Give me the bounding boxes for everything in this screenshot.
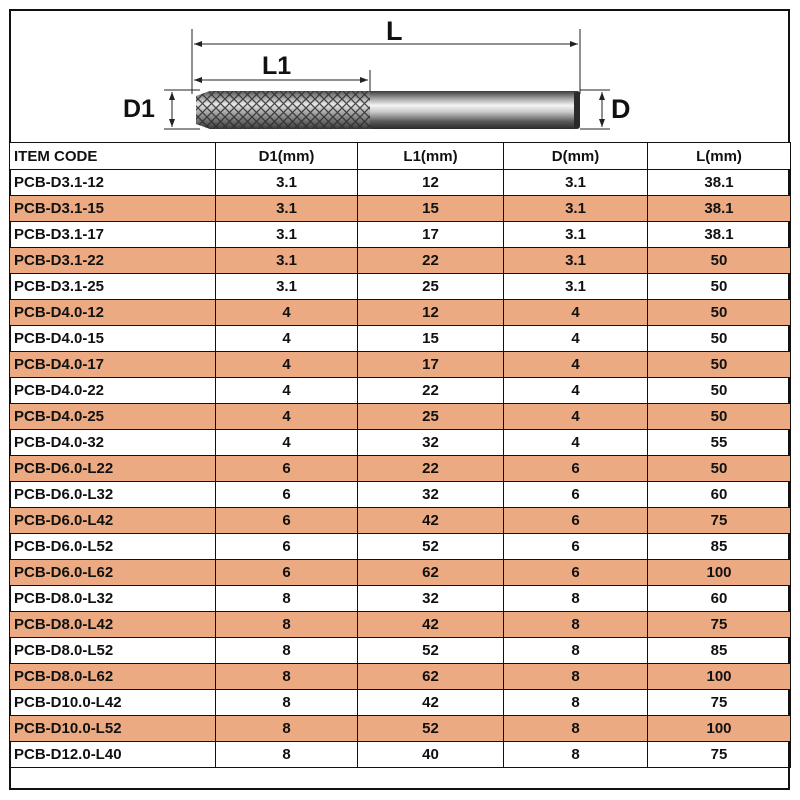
cell-item-code: PCB-D6.0-L62: [10, 560, 216, 586]
cell-item-code: PCB-D10.0-L42: [10, 690, 216, 716]
cell-d1: 3.1: [216, 196, 358, 222]
cell-d: 3.1: [504, 274, 648, 300]
cell-item-code: PCB-D6.0-L22: [10, 456, 216, 482]
cell-d1: 4: [216, 326, 358, 352]
table-row: [10, 482, 791, 508]
cell-d: 6: [504, 560, 648, 586]
cell-d: 4: [504, 404, 648, 430]
table-row: [10, 664, 791, 690]
cell-d: 6: [504, 534, 648, 560]
end-mill-body: [196, 91, 580, 129]
cell-d: 8: [504, 664, 648, 690]
table-row: [10, 248, 791, 274]
cell-l1: 25: [358, 404, 504, 430]
cell-l1: 52: [358, 638, 504, 664]
cell-d: 8: [504, 716, 648, 742]
table-row: [10, 508, 791, 534]
cell-item-code: PCB-D4.0-15: [10, 326, 216, 352]
cell-d: 3.1: [504, 222, 648, 248]
cell-item-code: PCB-D4.0-32: [10, 430, 216, 456]
cell-l: 50: [648, 456, 791, 482]
label-l: L: [386, 16, 403, 46]
cell-l1: 22: [358, 248, 504, 274]
table-row: [10, 222, 791, 248]
cell-d1: 3.1: [216, 222, 358, 248]
cell-l: 75: [648, 612, 791, 638]
cell-d: 4: [504, 326, 648, 352]
cell-d: 4: [504, 430, 648, 456]
cell-d: 6: [504, 482, 648, 508]
table-row: [10, 170, 791, 196]
cell-l: 100: [648, 664, 791, 690]
table-row: [10, 196, 791, 222]
cell-l: 38.1: [648, 170, 791, 196]
cell-l: 50: [648, 274, 791, 300]
cell-l1: 25: [358, 274, 504, 300]
cell-d1: 4: [216, 404, 358, 430]
cell-d: 4: [504, 352, 648, 378]
cell-d1: 3.1: [216, 248, 358, 274]
cell-l1: 52: [358, 534, 504, 560]
cell-l1: 17: [358, 222, 504, 248]
table-row: [10, 638, 791, 664]
table-row: [10, 690, 791, 716]
cell-d1: 6: [216, 508, 358, 534]
cell-d1: 8: [216, 638, 358, 664]
cell-item-code: PCB-D6.0-L52: [10, 534, 216, 560]
cell-d1: 8: [216, 716, 358, 742]
cell-l1: 22: [358, 456, 504, 482]
cell-l: 50: [648, 378, 791, 404]
cell-item-code: PCB-D8.0-L52: [10, 638, 216, 664]
cell-d: 6: [504, 508, 648, 534]
table-row: [10, 326, 791, 352]
cell-l1: 42: [358, 690, 504, 716]
dimension-D1: [164, 90, 200, 129]
cell-l: 55: [648, 430, 791, 456]
cell-d1: 4: [216, 378, 358, 404]
header-l1: L1(mm): [358, 143, 504, 170]
cell-item-code: PCB-D8.0-L32: [10, 586, 216, 612]
cell-item-code: PCB-D3.1-15: [10, 196, 216, 222]
cell-item-code: PCB-D4.0-25: [10, 404, 216, 430]
cell-l: 38.1: [648, 196, 791, 222]
cell-d1: 8: [216, 690, 358, 716]
label-l1: L1: [262, 52, 292, 80]
cell-l: 85: [648, 638, 791, 664]
cell-l1: 32: [358, 586, 504, 612]
cell-d1: 4: [216, 352, 358, 378]
cell-l: 60: [648, 482, 791, 508]
cell-l1: 52: [358, 716, 504, 742]
cell-l: 50: [648, 404, 791, 430]
cell-d: 8: [504, 612, 648, 638]
cell-d1: 3.1: [216, 274, 358, 300]
dimension-D: [580, 90, 610, 129]
table-row: [10, 300, 791, 326]
cell-l1: 12: [358, 170, 504, 196]
tool-dimension-diagram: [0, 0, 800, 142]
cell-item-code: PCB-D6.0-L32: [10, 482, 216, 508]
cell-l1: 15: [358, 196, 504, 222]
cell-l1: 32: [358, 482, 504, 508]
cell-l1: 32: [358, 430, 504, 456]
table-row: [10, 430, 791, 456]
cell-l: 75: [648, 690, 791, 716]
cell-l: 60: [648, 586, 791, 612]
header-d: D(mm): [504, 143, 648, 170]
cell-d1: 4: [216, 430, 358, 456]
header-item-code: ITEM CODE: [10, 143, 216, 170]
cell-d1: 6: [216, 534, 358, 560]
cell-d1: 4: [216, 300, 358, 326]
cell-item-code: PCB-D4.0-17: [10, 352, 216, 378]
cell-l1: 40: [358, 742, 504, 768]
cell-d: 8: [504, 638, 648, 664]
cell-item-code: PCB-D3.1-22: [10, 248, 216, 274]
cell-d1: 8: [216, 586, 358, 612]
cell-l: 85: [648, 534, 791, 560]
header-l: L(mm): [648, 143, 791, 170]
table-row: [10, 716, 791, 742]
cell-item-code: PCB-D8.0-L62: [10, 664, 216, 690]
cell-l: 50: [648, 248, 791, 274]
cell-l1: 15: [358, 326, 504, 352]
label-d1: D1: [123, 95, 155, 123]
cell-l1: 62: [358, 664, 504, 690]
cell-l1: 17: [358, 352, 504, 378]
cell-l1: 42: [358, 612, 504, 638]
cell-item-code: PCB-D3.1-25: [10, 274, 216, 300]
cell-item-code: PCB-D8.0-L42: [10, 612, 216, 638]
table-row: [10, 612, 791, 638]
cell-d: 4: [504, 378, 648, 404]
cell-item-code: PCB-D3.1-17: [10, 222, 216, 248]
table-row: [10, 456, 791, 482]
cell-d1: 8: [216, 664, 358, 690]
cell-d1: 8: [216, 612, 358, 638]
cell-l: 75: [648, 508, 791, 534]
cell-d: 6: [504, 456, 648, 482]
cell-d1: 8: [216, 742, 358, 768]
cell-l: 100: [648, 560, 791, 586]
table-row: [10, 352, 791, 378]
table-row: [10, 404, 791, 430]
table-row: [10, 560, 791, 586]
cell-d: 8: [504, 586, 648, 612]
cell-d: 3.1: [504, 196, 648, 222]
cell-item-code: PCB-D4.0-12: [10, 300, 216, 326]
table-row: [10, 534, 791, 560]
cell-l1: 42: [358, 508, 504, 534]
cell-d: 3.1: [504, 248, 648, 274]
cell-l1: 62: [358, 560, 504, 586]
cell-l: 75: [648, 742, 791, 768]
table-row: [10, 378, 791, 404]
cell-item-code: PCB-D4.0-22: [10, 378, 216, 404]
cell-item-code: PCB-D12.0-L40: [10, 742, 216, 768]
cell-item-code: PCB-D6.0-L42: [10, 508, 216, 534]
cell-l1: 12: [358, 300, 504, 326]
cell-d1: 6: [216, 560, 358, 586]
cell-l: 38.1: [648, 222, 791, 248]
cell-l: 100: [648, 716, 791, 742]
cell-d1: 6: [216, 482, 358, 508]
cell-d: 8: [504, 690, 648, 716]
table-header-row: [10, 143, 791, 170]
table-row: [10, 742, 791, 768]
label-d: D: [611, 94, 631, 124]
cell-item-code: PCB-D3.1-12: [10, 170, 216, 196]
cell-item-code: PCB-D10.0-L52: [10, 716, 216, 742]
cell-l: 50: [648, 352, 791, 378]
cell-d1: 6: [216, 456, 358, 482]
cell-d: 4: [504, 300, 648, 326]
cell-d: 3.1: [504, 170, 648, 196]
table-row: [10, 274, 791, 300]
cell-l: 50: [648, 300, 791, 326]
specification-table: [9, 142, 791, 768]
cell-l1: 22: [358, 378, 504, 404]
table-row: [10, 586, 791, 612]
header-d1: D1(mm): [216, 143, 358, 170]
cell-d: 8: [504, 742, 648, 768]
cell-l: 50: [648, 326, 791, 352]
cell-d1: 3.1: [216, 170, 358, 196]
